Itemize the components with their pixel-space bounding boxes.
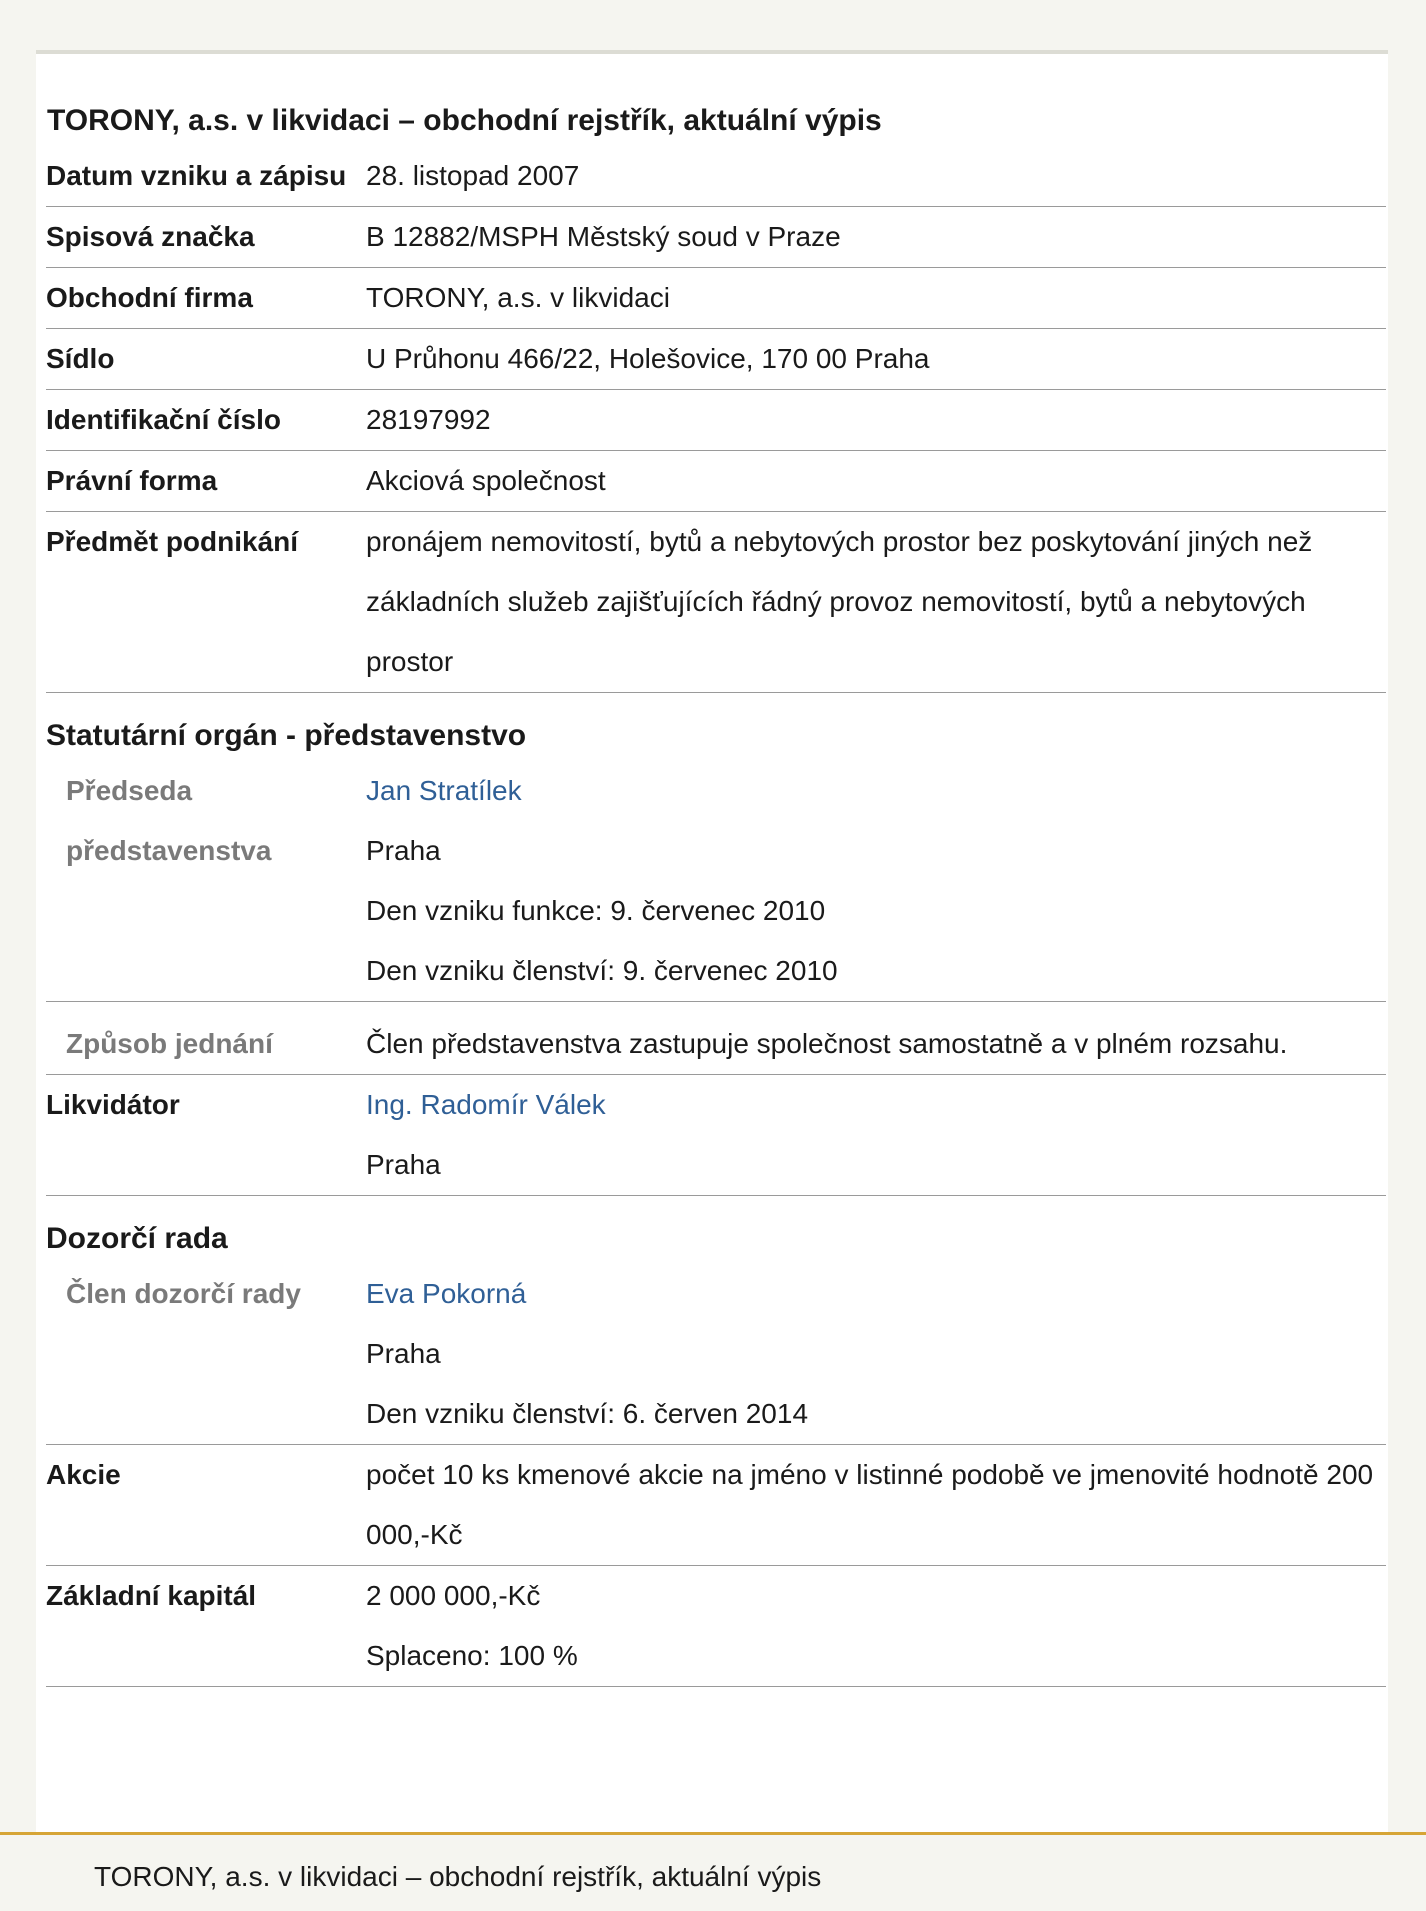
page-title: TORONY, a.s. v likvidaci – obchodní rejstřík, aktuální výpis	[47, 104, 882, 137]
label-identifikacni-cislo: Identifikační číslo	[46, 404, 281, 435]
row-predmet-podnikani	[46, 512, 1386, 693]
likvidator-city: Praha	[366, 1149, 441, 1180]
person-link-predseda[interactable]: Jan Stratílek	[366, 775, 522, 806]
value-sidlo: U Průhonu 466/22, Holešovice, 170 00 Praha	[366, 343, 930, 374]
value-akcie: počet 10 ks kmenové akcie na jméno v listinné podobě ve jmenovité hodnotě 200 000,-Kč	[366, 1459, 1374, 1550]
value-predseda	[366, 761, 1386, 1001]
label-datum-vzniku: Datum vzniku a zápisu	[46, 160, 347, 191]
label-clen-dozorci-rady: Člen dozorčí rady	[66, 1278, 301, 1309]
predseda-den-vzniku-funkce: Den vzniku funkce: 9. červenec 2010	[366, 895, 826, 926]
label-akcie: Akcie	[46, 1459, 121, 1490]
label-spisova-znacka: Spisová značka	[46, 221, 255, 252]
section-dozorci-rada: Dozorčí rada	[46, 1222, 228, 1255]
label-pravni-forma: Právní forma	[46, 465, 218, 496]
section-statutarni-organ: Statutární orgán - představenstvo	[46, 719, 527, 752]
label-predseda: Předseda představenstva	[66, 775, 272, 866]
row-spisova-znacka	[46, 207, 1386, 268]
label-zakladni-kapital: Základní kapitál	[46, 1580, 257, 1611]
value-spisova-znacka: B 12882/MSPH Městský soud v Praze	[366, 221, 841, 252]
value-zakladni-kapital	[366, 1566, 1386, 1686]
value-pravni-forma: Akciová společnost	[366, 465, 606, 496]
kapital-splaceno: Splaceno: 100 %	[366, 1640, 578, 1671]
label-predmet-podnikani: Předmět podnikání	[46, 526, 299, 557]
label-sidlo: Sídlo	[46, 343, 115, 374]
row-datum-vzniku	[46, 146, 1386, 207]
registry-extract-card	[36, 50, 1388, 1836]
row-clen-dozorci-rady	[46, 1264, 1386, 1445]
label-obchodni-firma: Obchodní firma	[46, 282, 253, 313]
row-likvidator	[46, 1075, 1386, 1196]
row-identifikacni-cislo	[46, 390, 1386, 451]
value-zpusob-jednani: Člen představenstva zastupuje společnost samostatně a v plném rozsahu.	[366, 1028, 1288, 1059]
predseda-city: Praha	[366, 835, 441, 866]
label-likvidator: Likvidátor	[46, 1089, 180, 1120]
row-pravni-forma	[46, 451, 1386, 512]
predseda-den-vzniku-clenstvi: Den vzniku členství: 9. červenec 2010	[366, 955, 838, 986]
value-likvidator	[366, 1075, 1386, 1195]
value-obchodni-firma: TORONY, a.s. v likvidaci	[366, 282, 670, 313]
clen-dozorci-rady-den-vzniku-clenstvi: Den vzniku členství: 6. červen 2014	[366, 1398, 809, 1429]
person-link-likvidator[interactable]: Ing. Radomír Válek	[366, 1089, 606, 1120]
row-sidlo	[46, 329, 1386, 390]
row-predseda-predstavenstva	[46, 761, 1386, 1002]
row-akcie	[46, 1445, 1386, 1566]
registry-table	[46, 54, 1386, 1687]
footer-title: TORONY, a.s. v likvidaci – obchodní rejstřík, aktuální výpis	[94, 1861, 822, 1892]
value-clen-dozorci-rady	[366, 1264, 1386, 1444]
row-zakladni-kapital	[46, 1566, 1386, 1687]
value-identifikacni-cislo: 28197992	[366, 404, 491, 435]
row-zpusob-jednani	[46, 1002, 1386, 1075]
row-obchodni-firma	[46, 268, 1386, 329]
kapital-amount: 2 000 000,-Kč	[366, 1580, 541, 1611]
clen-dozorci-rady-city: Praha	[366, 1338, 441, 1369]
label-zpusob-jednani: Způsob jednání	[66, 1028, 273, 1059]
footer-bar	[0, 1832, 1426, 1911]
value-predmet-podnikani: pronájem nemovitostí, bytů a nebytových prostor bez poskytování jiných než základních služeb zajišťujících řádný provoz nemovitostí, bytů a nebytových prostor	[366, 526, 1313, 677]
value-datum-vzniku: 28. listopad 2007	[366, 160, 580, 191]
person-link-clen-dozorci-rady[interactable]: Eva Pokorná	[366, 1278, 527, 1309]
